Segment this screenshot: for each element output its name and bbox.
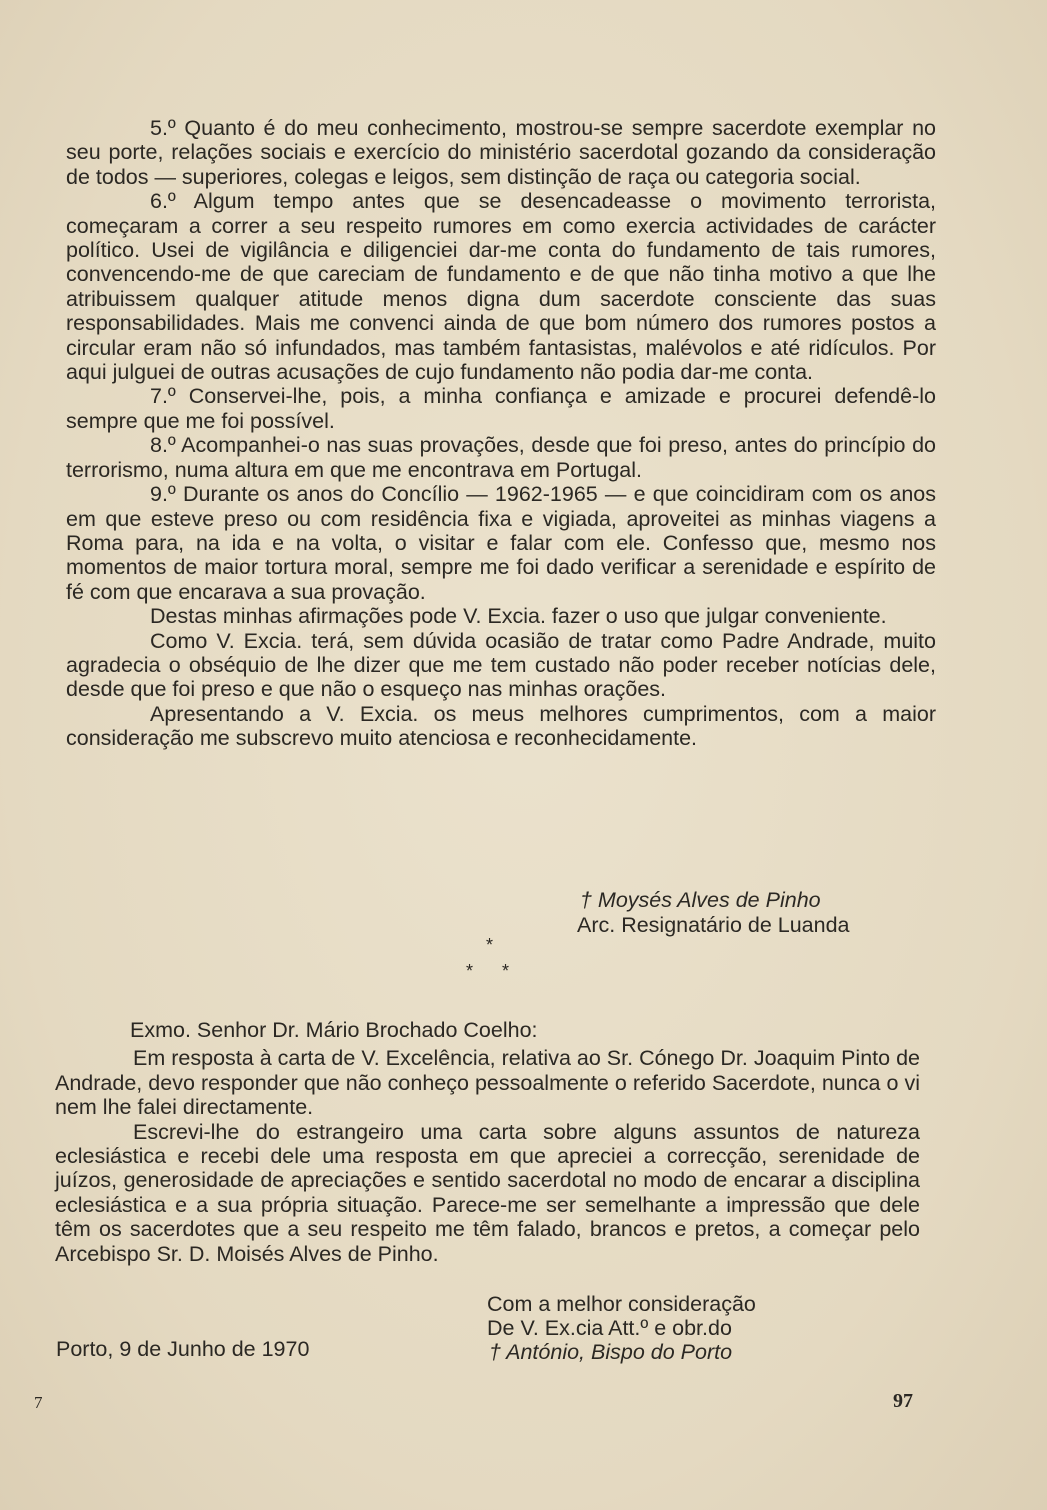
paragraph-padre-andrade: Como V. Excia. terá, sem dúvida ocasião de tratar como Padre Andrade, muito agradecia o obséquio de lhe dizer que me tem custado não poder receber notícias dele, desde que foi preso e que não o esqueço nas minhas orações. — [66, 628, 936, 702]
closing-line-1: Com a melhor consideração — [487, 1292, 756, 1316]
paragraph-8: 8.º Acompanhei-o nas suas provações, desde que foi preso, antes do princípio do terrorismo, numa altura em que me encontrava em Portugal. — [66, 433, 936, 482]
letter-2-paragraph-1: Em resposta à carta de V. Excelência, relativa ao Sr. Cónego Dr. Joaquim Pinto de Andrade, devo responder que não conheço pessoalmente o referido Sacerdote, nunca o vi nem lhe falei directamente. — [55, 1046, 920, 1120]
salutation: Exmo. Senhor Dr. Mário Brochado Coelho: — [130, 1018, 538, 1042]
letter-2-paragraph-2: Escrevi-lhe do estrangeiro uma carta sobre alguns assuntos de natureza eclesiástica e recebi dele uma resposta em que apreciei a correcção, serenidade de juízos, generosidade de apreciações e sentido sacerdotal no modo de encarar a disciplina eclesiástica e a sua própria situação. Parece-me ser semelhante a impressão que dele têm os sacerdotes que a seu respeito me têm falado, brancos e pretos, a começar pelo Arcebispo Sr. D. Moisés Alves de Pinho. — [55, 1119, 920, 1266]
closing-line-2: De V. Ex.cia Att.º e obr.do — [487, 1316, 732, 1340]
signature-moyses: † Moysés Alves de Pinho — [580, 888, 821, 912]
paragraph-conveniente: Destas minhas afirmações pode V. Excia. fazer o uso que julgar conveniente. — [150, 604, 887, 629]
paragraph-7: 7.º Conservei-lhe, pois, a minha confiança e amizade e procurei defendê-lo sempre que me foi possível. — [66, 384, 936, 433]
paragraph-9: 9.º Durante os anos do Concílio — 1962-1965 — e que coincidiram com os anos em que esteve preso ou com residência fixa e vigiada, aproveitei as minhas viagens a Roma para, na ida e na volta, o visitar e falar com ele. Confesso que, mesmo nos momentos de maior tortura moral, sempre me foi dado verificar a serenidade e espírito de fé com que encarava a sua provação. — [66, 482, 936, 604]
paragraph-6: 6.º Algum tempo antes que se desencadeasse o movimento terrorista, começaram a correr a seu respeito rumores em como exercia actividades de carácter político. Usei de vigilância e diligenciei dar-me conta do fundamento de tais rumores, convencendo-me de que careciam de fundamento e de que não tinha motivo a que lhe atribuissem qualquer atitude menos digna dum sacerdote consciente das suas responsabilidades. Mais me convenci ainda de que bom número dos rumores postos a circular eram não só infundados, mas também fantasistas, malévolos e até ridículos. Por aqui julguei de outras acusações de cujo fundamento não podia dar-me conta. — [66, 189, 936, 385]
section-separator — [462, 937, 522, 987]
signature-title-luanda: Arc. Resignatário de Luanda — [577, 913, 850, 937]
separator-star: * — [502, 961, 510, 981]
page-number: 97 — [893, 1390, 913, 1412]
letter-1-body — [66, 116, 936, 751]
paragraph-cumprimentos: Apresentando a V. Excia. os meus melhores cumprimentos, com a maior consideração me subscrevo muito atenciosa e reconhecidamente. — [66, 701, 936, 751]
letter-2-body — [55, 1018, 920, 1266]
separator-star: * — [486, 935, 494, 955]
paragraph-5: 5.º Quanto é do meu conhecimento, mostrou-se sempre sacerdote exemplar no seu porte, relações sociais e exercício do ministério sacerdotal gozando da consideração de todos — superiores, colegas e leigos, sem distinção de raça ou categoria social. — [66, 116, 936, 189]
place-date: Porto, 9 de Junho de 1970 — [56, 1337, 310, 1361]
separator-star: * — [466, 961, 474, 981]
signature-bispo-porto: † António, Bispo do Porto — [489, 1340, 733, 1364]
signature-mark: 7 — [34, 1393, 43, 1412]
